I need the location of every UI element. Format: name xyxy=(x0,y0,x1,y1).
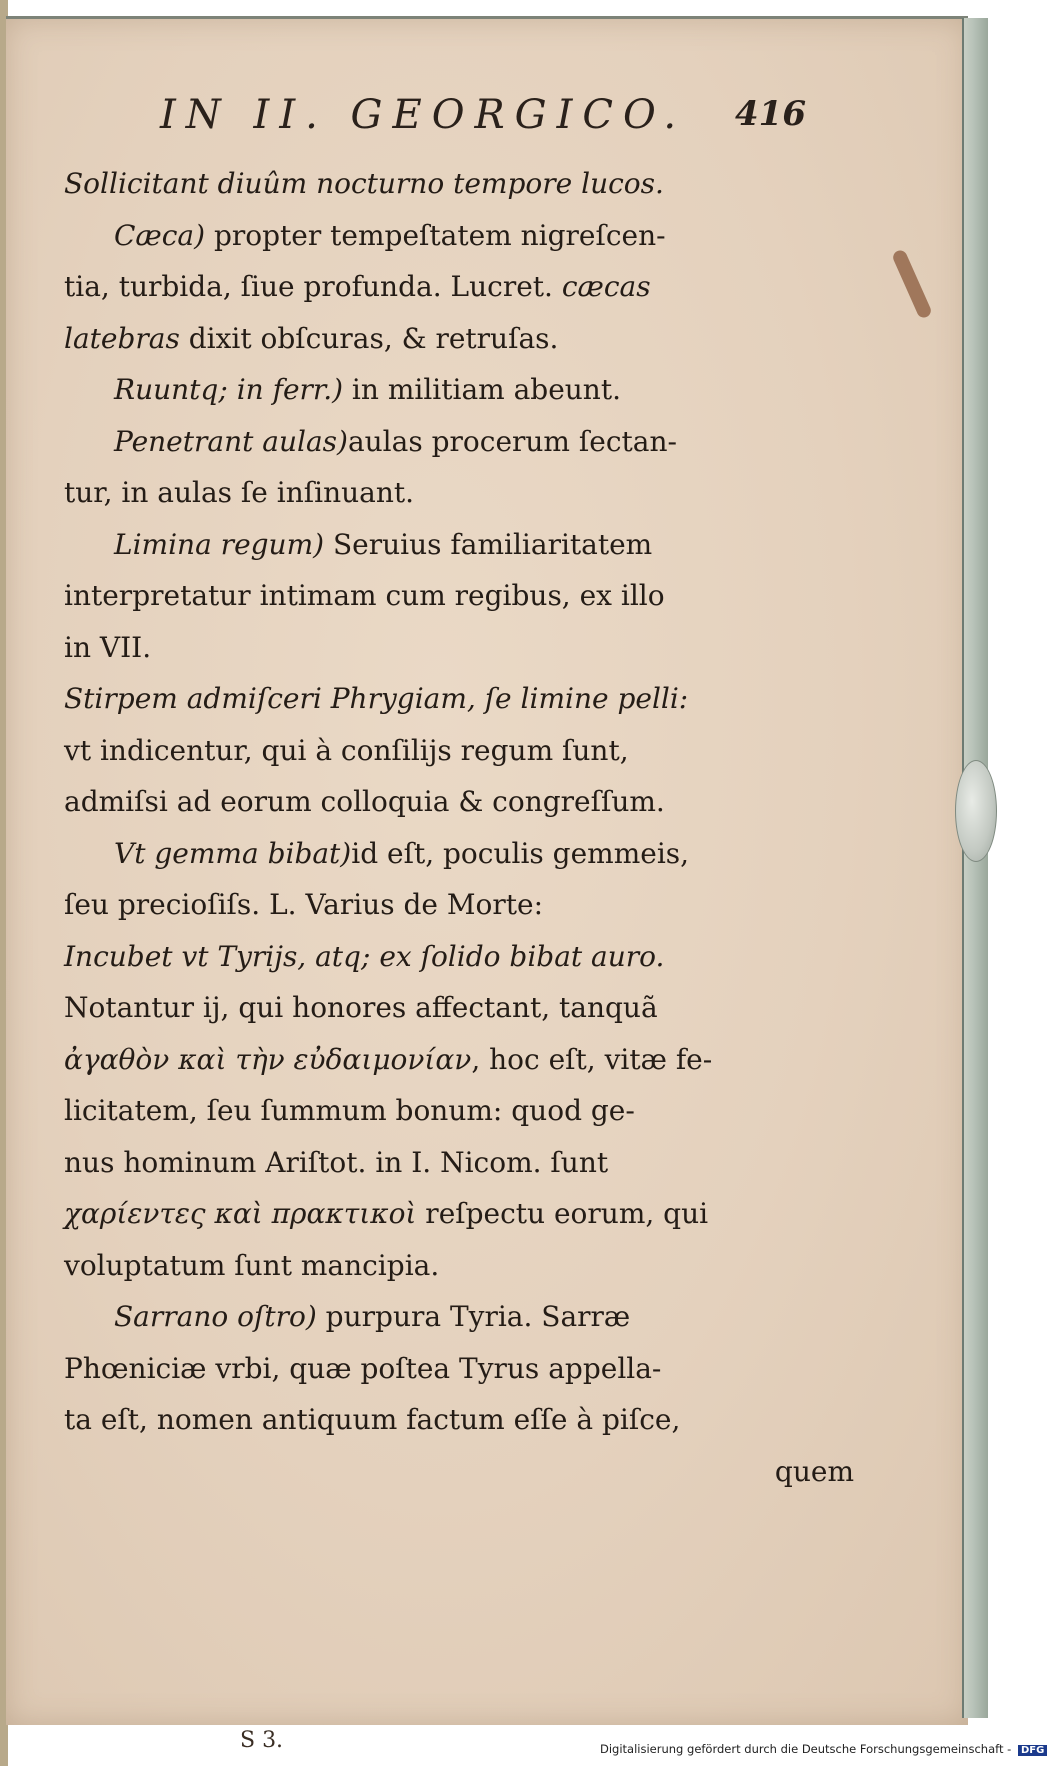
roman-segment: aulas procerum ſectan- xyxy=(347,424,677,458)
roman-segment: licitatem, ſeu ſummum bonum: quod ge- xyxy=(64,1094,635,1127)
text-line xyxy=(64,1343,864,1395)
body-text xyxy=(64,158,864,1497)
roman-segment: nus hominum Ariſtot. in I. Nicom. ſunt xyxy=(64,1145,609,1179)
roman-segment: vt indicentur, qui à conſilijs regum ſunt, xyxy=(64,733,629,767)
text-line xyxy=(64,1034,864,1086)
roman-segment: , hoc eſt, vitæ fe- xyxy=(471,1042,713,1076)
roman-segment: in VII. xyxy=(64,630,152,664)
roman-segment: ta eſt, nomen antiquum factum eſſe à piſce, xyxy=(64,1403,681,1436)
text-line xyxy=(64,1085,864,1137)
italic-segment: Limina regum) xyxy=(114,527,325,561)
italic-segment: χαρίεντες καὶ πρακτικοὶ xyxy=(64,1197,417,1230)
text-line xyxy=(64,776,864,828)
italic-segment: Vt gemma bibat) xyxy=(114,836,352,870)
text-line xyxy=(64,1394,864,1446)
text-line xyxy=(64,622,864,674)
italic-segment: Sollicitant diuûm nocturno tempore lucos. xyxy=(64,167,664,200)
italic-segment: Sarrano oſtro) xyxy=(114,1300,317,1333)
roman-segment: interpretatur intimam cum regibus, ex illo xyxy=(64,579,665,612)
italic-segment: Penetrant aulas) xyxy=(114,424,348,458)
roman-segment: ſeu precioſiſs. L. Varius de Morte: xyxy=(64,888,544,921)
roman-segment: voluptatum ſunt mancipia. xyxy=(64,1248,440,1282)
roman-segment: Phœniciæ vrbi, quæ poſtea Tyrus appella- xyxy=(64,1351,662,1385)
italic-segment: Incubet vt Tyrijs, atq; ex ſolido bibat auro. xyxy=(64,939,665,973)
text-line xyxy=(64,364,864,416)
roman-segment: purpura Tyria. Sarræ xyxy=(316,1300,631,1333)
text-line xyxy=(64,673,864,725)
roman-segment: tia, turbida, ſiue profunda. Lucret. xyxy=(64,270,562,303)
book-spine-edge xyxy=(962,18,988,1718)
text-line xyxy=(64,313,864,365)
italic-segment: Stirpem admiſceri Phrygiam, ſe limine pelli: xyxy=(64,682,689,715)
text-line xyxy=(64,158,864,210)
italic-segment: Ruuntq; in ferr.) xyxy=(114,373,344,406)
roman-segment: id eſt, poculis gemmeis, xyxy=(351,836,690,870)
roman-segment: reſpectu eorum, qui xyxy=(416,1197,709,1230)
text-line xyxy=(64,725,864,777)
italic-segment: ἀγαθὸν καὶ τὴν εὐδαιμονίαν xyxy=(64,1042,472,1076)
text-line xyxy=(64,1446,864,1498)
signature-mark: S 3. xyxy=(240,1728,284,1753)
text-line xyxy=(64,261,864,313)
text-line xyxy=(64,879,864,931)
text-line xyxy=(64,828,864,880)
roman-segment: tur, in aulas ſe inſinuant. xyxy=(64,476,415,509)
roman-segment: dixit obſcuras, & retruſas. xyxy=(179,321,559,355)
text-line xyxy=(64,1188,864,1240)
text-line xyxy=(64,467,864,519)
text-line xyxy=(64,210,864,262)
roman-segment: in militiam abeunt. xyxy=(343,373,621,406)
roman-segment: Seruius familiaritatem xyxy=(324,527,653,561)
text-line xyxy=(64,931,864,983)
text-line xyxy=(64,1240,864,1292)
text-line xyxy=(64,1137,864,1189)
text-line xyxy=(64,1291,864,1343)
running-title: IN II. GEORGICO. xyxy=(160,92,687,138)
roman-segment: quem xyxy=(774,1454,854,1488)
digitization-credit xyxy=(600,1742,1045,1756)
page-clip xyxy=(955,760,997,862)
italic-segment: Cæca) xyxy=(114,218,206,252)
italic-segment: cæcas xyxy=(561,270,651,303)
text-line xyxy=(64,416,864,468)
roman-segment: propter tempeſtatem nigreſcen- xyxy=(205,218,666,252)
credit-text: Digitalisierung gefördert durch die Deutsche Forschungsgemeinschaft - xyxy=(600,1742,1012,1756)
italic-segment: latebras xyxy=(64,321,180,355)
text-line xyxy=(64,519,864,571)
text-line xyxy=(64,570,864,622)
page-number: 416 xyxy=(735,94,806,134)
dfg-logo: DFG xyxy=(1018,1745,1047,1756)
roman-segment: Notantur ij, qui honores affectant, tanquã xyxy=(64,991,658,1024)
roman-segment: admiſsi ad eorum colloquia & congreſſum. xyxy=(64,785,665,818)
text-line xyxy=(64,982,864,1034)
